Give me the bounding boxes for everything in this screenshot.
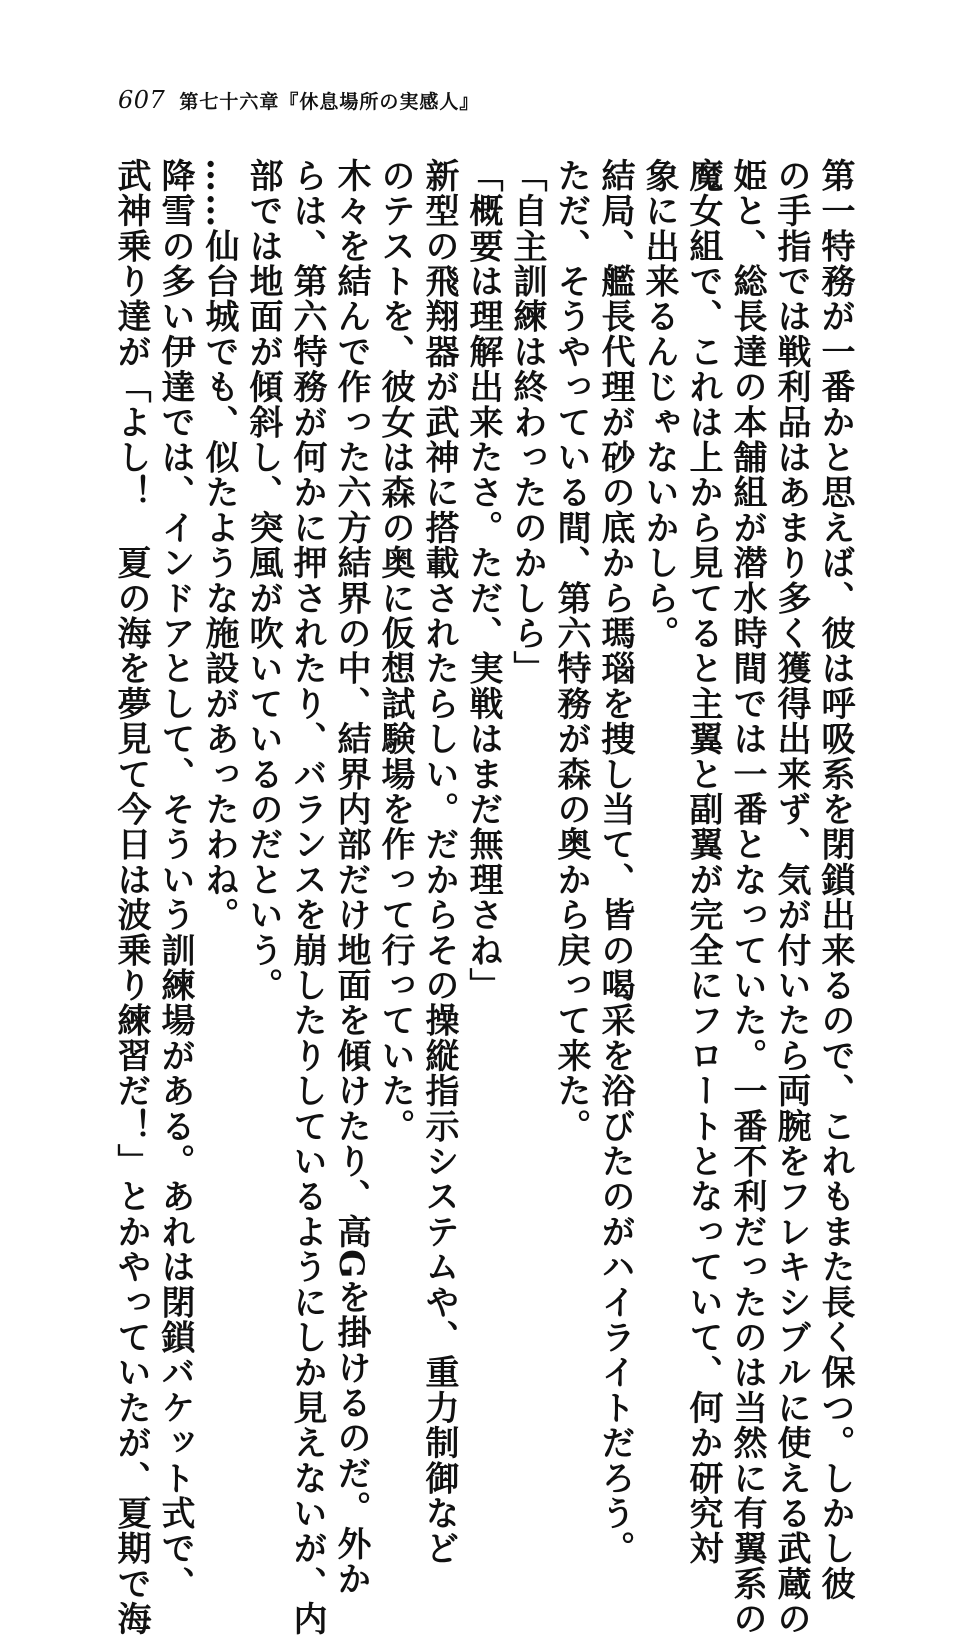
text-line: 象に出来るんじゃないかしら。 xyxy=(639,158,679,651)
text-line: らは、第六特務が何かに押されたり、バランスを崩したりしているようにしか見えないが、内 xyxy=(287,158,327,1636)
page-header xyxy=(118,86,479,114)
text-line: 魔女組で、これは上から見てると主翼と副翼が完全にフロートとなっていて、何か研究対 xyxy=(683,158,723,1566)
text-line: ただ、そうやっている間、第六特務が森の奥から戻って来た。 xyxy=(551,158,591,1144)
text-line: 新型の飛翔器が武神に搭載されたらしい。だからその操縦指示システムや、重力制御など xyxy=(419,158,459,1566)
text-line: 第一特務が一番かと思えば、彼は呼吸系を閉鎖出来るので、これもまた長く保つ。しかし彼 xyxy=(815,158,855,1602)
text-line: 「自主訓練は終わったのかしら」 xyxy=(507,158,547,686)
text-line: 降雪の多い伊達では、インドアとして、そういう訓練場がある。あれは閉鎖バケット式で、 xyxy=(155,158,195,1602)
text-line: 木々を結んで作った六方結界の中、結界内部だけ地面を傾けたり、高Gを掛けるのだ。外か xyxy=(331,158,371,1597)
text-line: の手指では戦利品はあまり多く獲得出来ず、気が付いたら両腕をフレキシブルに使える武蔵の xyxy=(771,158,811,1636)
text-line: のテストを、彼女は森の奥に仮想試験場を作って行っていた。 xyxy=(375,158,415,1144)
text-line: 部では地面が傾斜し、突風が吹いているのだという。 xyxy=(243,158,283,1003)
vertical-text-body xyxy=(110,158,855,1636)
text-line: 「概要は理解出来たさ。ただ、実戦はまだ無理さね」 xyxy=(463,158,503,1003)
chapter-title: 第七十六章『休息場所の実感人』 xyxy=(179,91,480,113)
text-line: 姫と、総長達の本舗組が潜水時間では一番となっていた。一番不利だったのは当然に有翼系の xyxy=(727,158,767,1636)
text-line: ……仙台城でも、似たような施設があったわね。 xyxy=(199,158,239,933)
text-line: 結局、艦長代理が砂の底から瑪瑙を捜し当て、皆の喝采を浴びたのがハイライトだろう。 xyxy=(595,158,635,1567)
page-number: 607 xyxy=(118,86,166,114)
text-line: 武神乗り達が「よし！ 夏の海を夢見て今日は波乗り練習だ！」とかやっていたが、夏期で海 xyxy=(111,158,151,1636)
